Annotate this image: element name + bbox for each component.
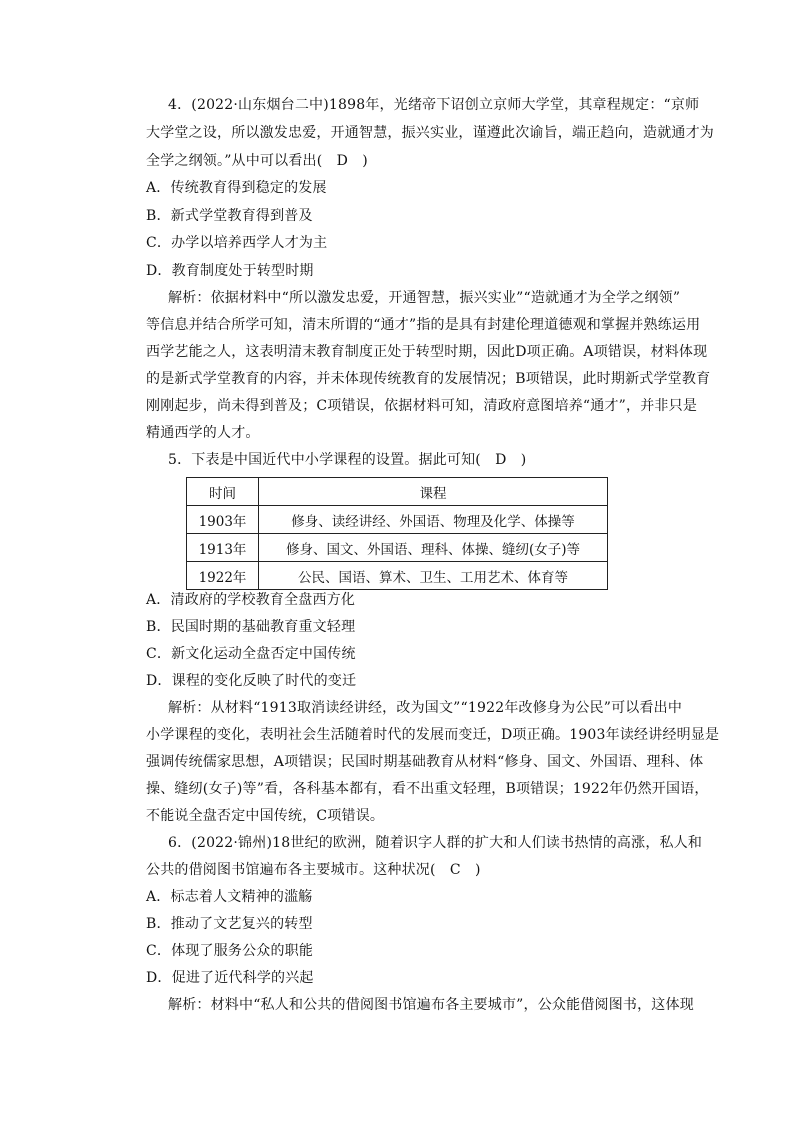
table-row: [187, 534, 608, 562]
q5-analysis-line-5: 不能说全盘否定中国传统，C项错误。: [146, 808, 385, 824]
table-cell-year: 1922年: [187, 562, 259, 590]
q4-analysis-line-1: 解析：依据材料中“所以激发忠爱，开通智慧，振兴实业”“造就通才为全学之纲领”: [168, 290, 681, 306]
table-cell-courses: 修身、读经讲经、外国语、物理及化学、体操等: [259, 506, 608, 534]
q4-option-a: A．传统教育得到稳定的发展: [146, 180, 327, 196]
q4-analysis-line-4: 的是新式学堂教育的内容，并未体现传统教育的发展情况；B项错误，此时期新式学堂教育: [146, 371, 711, 387]
q5-analysis-line-4: 操、缝纫(女子)等”看，各科基本都有，看不出重文轻理，B项错误；1922年仍然开国语，: [146, 781, 709, 797]
q5-option-d: D．课程的变化反映了时代的变迁: [146, 673, 357, 689]
q4-option-d: D．教育制度处于转型时期: [146, 263, 314, 279]
q6-option-a: A．标志着人文精神的滥觞: [146, 889, 313, 905]
q4-analysis-line-3: 西学艺能之人，这表明清末教育制度正处于转型时期，因此D项正确。A项错误，材料体现: [146, 344, 708, 360]
q4-analysis-line-5: 刚刚起步，尚未得到普及；C项错误，依据材料可知，清政府意图培养“通才”，并非只是: [146, 398, 698, 414]
q6-stem-line-1: 6．(2022·锦州)18世纪的欧洲，随着识字人群的扩大和人们读书热情的高涨，私人和: [168, 835, 703, 851]
table-cell-courses: 公民、国语、算术、卫生、工用艺术、体育等: [259, 562, 608, 590]
table-cell-courses: 修身、国文、外国语、理科、体操、缝纫(女子)等: [259, 534, 608, 562]
q6-option-c: C．体现了服务公众的职能: [146, 943, 314, 959]
table-row: [187, 562, 608, 590]
q5-analysis-line-2: 小学课程的变化，表明社会生活随着时代的发展而变迁，D项正确。1903年读经讲经明显是: [146, 727, 720, 743]
curriculum-table: [186, 477, 608, 590]
q6-analysis-line-1: 解析：材料中“私人和公共的借阅图书馆遍布各主要城市”，公众能借阅图书，这体现: [168, 997, 694, 1013]
table-cell-year: 1903年: [187, 506, 259, 534]
q5-analysis-line-1: 解析：从材料“1913取消读经讲经，改为国文”“1922年改修身为公民”可以看出中: [168, 700, 683, 716]
table-header-time: 时间: [187, 478, 259, 506]
table-row: [187, 506, 608, 534]
q4-stem-line-3: 全学之纲领。”从中可以看出( D ): [146, 153, 368, 169]
q4-stem-line-1: 4．(2022·山东烟台二中)1898年，光绪帝下诏创立京师大学堂，其章程规定：“京师: [168, 97, 700, 113]
table-cell-year: 1913年: [187, 534, 259, 562]
q5-analysis-line-3: 强调传统儒家思想，A项错误；民国时期基础教育从材料“修身、国文、外国语、理科、体: [146, 754, 704, 770]
q6-stem-line-2: 公共的借阅图书馆遍布各主要城市。这种状况( C ): [146, 862, 481, 878]
q5-option-a: A．清政府的学校教育全盘西方化: [146, 592, 356, 608]
q4-option-b: B．新式学堂教育得到普及: [146, 208, 313, 224]
q5-stem: 5．下表是中国近代中小学课程的设置。据此可知( D ): [168, 452, 527, 468]
q4-analysis-line-6: 精通西学的人才。: [146, 425, 260, 441]
q6-option-d: D．促进了近代科学的兴起: [146, 970, 314, 986]
q4-stem-line-2: 大学堂之设，所以激发忠爱，开通智慧，振兴实业，谨遵此次谕旨，端正趋向，造就通才为: [146, 125, 714, 141]
q5-option-c: C．新文化运动全盘否定中国传统: [146, 646, 356, 662]
q4-option-c: C．办学以培养西学人才为主: [146, 235, 328, 251]
q5-option-b: B．民国时期的基础教育重文轻理: [146, 619, 356, 635]
q6-option-b: B．推动了文艺复兴的转型: [146, 916, 313, 932]
table-header-courses: 课程: [259, 478, 608, 506]
q4-analysis-line-2: 等信息并结合所学可知，清末所谓的“通才”指的是具有封建伦理道德观和掌握并熟练运用: [146, 317, 701, 333]
table-header-row: [187, 478, 608, 506]
